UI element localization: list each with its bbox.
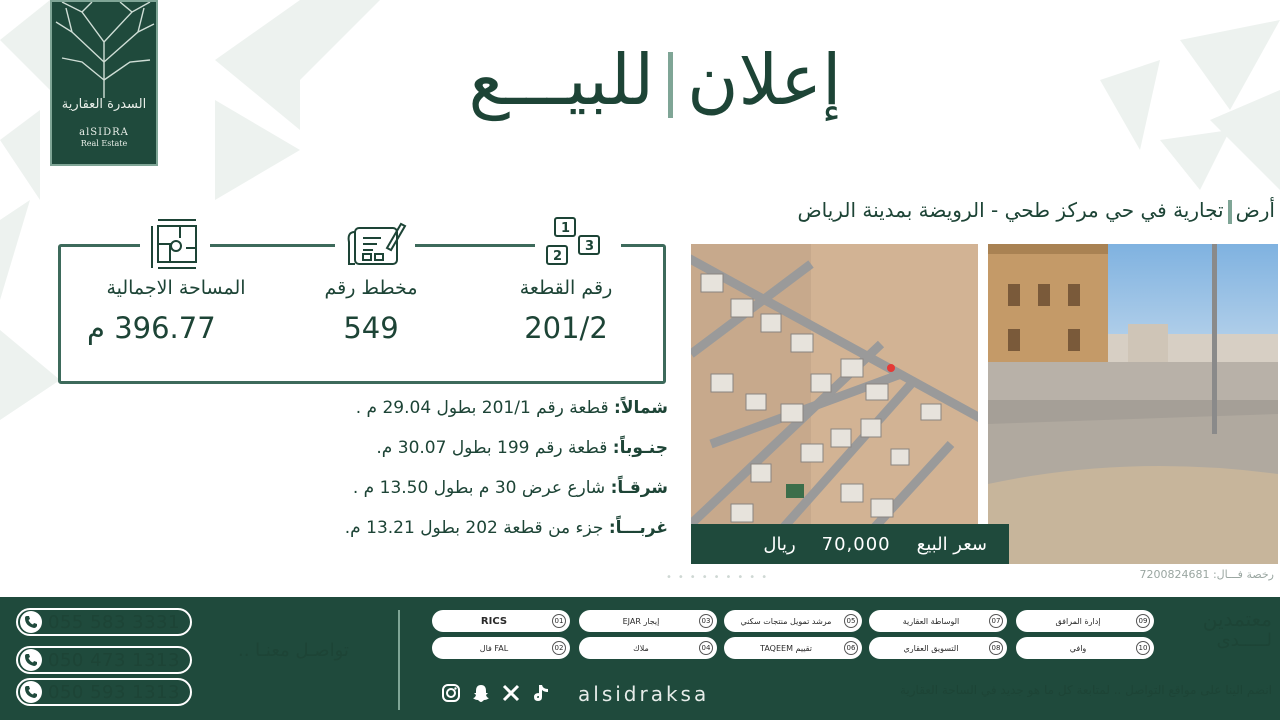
svg-text:2: 2 — [553, 249, 563, 264]
footer-divider — [398, 610, 400, 710]
logo-name-arabic: السدرة العقارية — [61, 97, 147, 112]
phone-icon — [20, 611, 42, 633]
price-value: 70,000 — [821, 533, 891, 555]
street-photo — [988, 244, 1278, 564]
title-part-announcement: إعلان — [687, 39, 842, 121]
x-twitter-icon[interactable] — [500, 682, 522, 704]
partner-07[interactable]: 07 الوساطة العقارية — [869, 610, 1007, 632]
plan-number-block — [296, 277, 446, 345]
partner-03[interactable]: 03 إيجار EJAR — [579, 610, 717, 632]
boundary-north: شمالاً: قطعة رقم 201/1 بطول 29.04 م . — [355, 398, 668, 418]
plot-icon-wrap — [535, 214, 621, 274]
satellite-map-image — [691, 244, 978, 564]
phone-2[interactable] — [16, 646, 192, 674]
property-type: أرض — [1235, 198, 1275, 222]
title-separator — [668, 52, 673, 118]
blueprint-icon — [343, 218, 407, 272]
logo-tree-icon — [52, 2, 156, 98]
partner-05[interactable]: 05 مرشد تمويل منتجات سكني — [724, 610, 862, 632]
plan-number-value: 549 — [343, 311, 399, 345]
logo-subtitle: Real Estate — [80, 139, 128, 148]
phone-icon — [20, 649, 42, 671]
partner-10[interactable]: 10 وافي — [1016, 637, 1154, 659]
partner-02[interactable]: 02 FAL فال — [432, 637, 570, 659]
svg-text:1: 1 — [561, 221, 571, 236]
phone-number: 050 473 1313 — [48, 649, 180, 671]
logo-name-english: alSIDRA — [79, 127, 129, 138]
fal-license: رخصة فـــال: 7200824681 — [1139, 568, 1274, 581]
phone-number: 055 583 3331 — [48, 611, 180, 633]
area-icon-wrap — [140, 218, 210, 276]
decorative-dots: ••••••••• — [666, 572, 774, 583]
property-title — [680, 198, 1275, 224]
price-currency: ريال — [763, 533, 796, 555]
property-location: تجارية في حي مركز طحي - الرويضة بمدينة الرياض — [797, 198, 1224, 222]
social-handle[interactable]: alsidraksa — [578, 682, 710, 706]
company-logo — [50, 0, 158, 166]
partner-06[interactable]: 06 تقييم TAQEEM — [724, 637, 862, 659]
partner-08[interactable]: 08 التسويق العقاري — [869, 637, 1007, 659]
phone-3[interactable] — [16, 678, 192, 706]
title-bar — [1228, 200, 1232, 224]
numbered-blocks-icon — [543, 214, 613, 270]
join-us-text: انضم الينا على مواقع التواصل .. لمتابعة كل ما هو جديد في الساحة العقارية — [899, 683, 1272, 697]
boundary-west: غربـــاً: جزء من قطعة 202 بطول 13.21 م. — [344, 518, 668, 538]
title-part-for-sale: للبيـــع — [468, 39, 655, 121]
phone-icon — [20, 681, 42, 703]
plan-icon-wrap — [335, 218, 415, 276]
plot-number-block — [491, 277, 641, 345]
instagram-icon[interactable] — [440, 682, 462, 704]
plot-number-value: 201/2 — [524, 311, 608, 345]
boundary-east: شرقـاً: شارع عرض 30 م بطول 13.50 م . — [352, 478, 668, 498]
total-area-block — [81, 277, 271, 345]
phone-number: 050 593 1313 — [48, 681, 180, 703]
total-area-value: 396.77 م — [87, 311, 216, 345]
total-area-label: المساحة الاجمالية — [106, 277, 246, 299]
floorplan-icon — [148, 218, 202, 272]
plan-number-label: مخطط رقم — [324, 277, 418, 299]
phone-1[interactable] — [16, 608, 192, 636]
boundaries-list — [270, 398, 668, 558]
partner-01[interactable]: 01 RICS — [432, 610, 570, 632]
svg-text:3: 3 — [585, 239, 595, 254]
page-title — [390, 30, 920, 130]
price-label: سعر البيع — [916, 533, 987, 555]
social-links — [440, 682, 552, 704]
boundary-south: جنـوباً: قطعة رقم 199 بطول 30.07 م. — [376, 438, 668, 458]
partner-04[interactable]: 04 ملاك — [579, 637, 717, 659]
certified-by-label: معتمدين لـــــدى — [1202, 607, 1272, 651]
price-bar — [691, 524, 1009, 564]
contact-us-label: تواصـل معنـا .. — [238, 640, 349, 661]
partner-09[interactable]: 09 إدارة المرافق — [1016, 610, 1154, 632]
tiktok-icon[interactable] — [530, 682, 552, 704]
snapchat-icon[interactable] — [470, 682, 492, 704]
plot-number-label: رقم القطعة — [519, 277, 613, 299]
